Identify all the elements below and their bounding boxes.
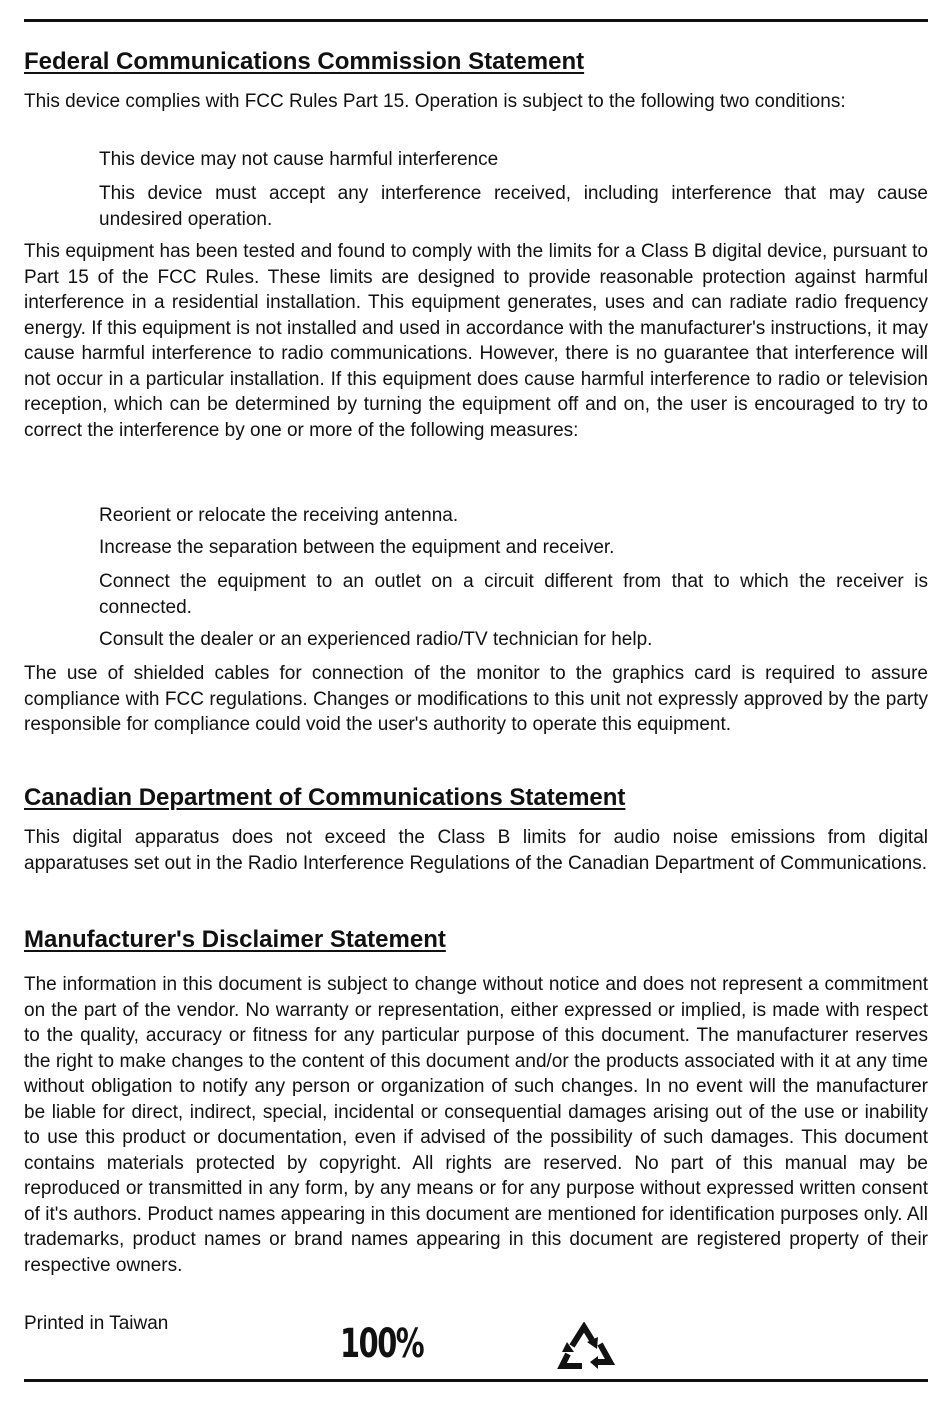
fcc-condition-2: This device must accept any interference received, including interference that may cause undesired operation. [99,183,928,230]
fcc-condition-1: This device may not cause harmful interference [99,149,499,170]
fcc-measure-2: Increase the separation between the equipment and receiver. [99,537,615,558]
fcc-intro-paragraph: This device complies with FCC Rules Part 15. Operation is subject to the following two conditions: [24,91,846,112]
recycled-percent-mark: 100% [340,1321,424,1367]
disclaimer-heading: Manufacturer's Disclaimer Statement [24,926,446,953]
fcc-measure-3: Connect the equipment to an outlet on a circuit different from that to which the receiver is connected. [99,571,928,618]
bottom-rule [24,1379,928,1382]
canadian-paragraph: This digital apparatus does not exceed the Class B limits for audio noise emissions from digital apparatuses set out in the Radio Interference Regulations of the Canadian Department of Communications. [24,827,928,874]
fcc-measure-1: Reorient or relocate the receiving antenna. [99,505,459,526]
fcc-heading: Federal Communications Commission Statement [24,48,585,75]
top-rule [24,19,928,22]
recycle-icon [554,1322,616,1374]
fcc-tail-paragraph: The use of shielded cables for connection of the monitor to the graphics card is required to assure compliance with FCC regulations. Changes or modifications to this unit not expressly approved by the party responsible for compliance could void the user's authority to operate this equipment. [24,663,928,735]
printed-in-label: Printed in Taiwan [24,1313,169,1334]
disclaimer-paragraph: The information in this document is subject to change without notice and does not represent a commitment on the part of the vendor. No warranty or representation, either expressed or implied, is made with respect to the quality, accuracy or fitness for any particular purpose of this document. The manufacturer reserves the right to make changes to the content of this document and/or the products associated with it at any time without obligation to notify any person or organization of such changes. In no event will the manufacturer be liable for direct, indirect, special, incidental or consequential damages arising out of the use or inability to use this product or documentation, even if advised of the possibility of such damages. This document contains materials protected by copyright. All rights are reserved. No part of this manual may be reproduced or transmitted in any form, by any means or for any purpose without expressed written consent of it's authors. Product names appearing in this document are mentioned for identification purposes only. All trademarks, product names or brand names appearing in this document are registered property of their respective owners. [24,974,928,1276]
canadian-heading: Canadian Department of Communications Statement [24,784,626,811]
fcc-main-paragraph: This equipment has been tested and found to comply with the limits for a Class B digital device, pursuant to Part 15 of the FCC Rules. These limits are designed to provide reasonable protection against harmful interference in a residential installation. This equipment generates, uses and can radiate radio frequency energy. If this equipment is not installed and used in accordance with the manufacturer's instructions, it may cause harmful interference to radio communications. However, there is no guarantee that interference will not occur in a particular installation. If this equipment does cause harmful interference to radio or television reception, which can be determined by turning the equipment off and on, the user is encouraged to try to correct the interference by one or more of the following measures: [24,241,928,441]
fcc-measure-4: Consult the dealer or an experienced radio/TV technician for help. [99,629,653,650]
